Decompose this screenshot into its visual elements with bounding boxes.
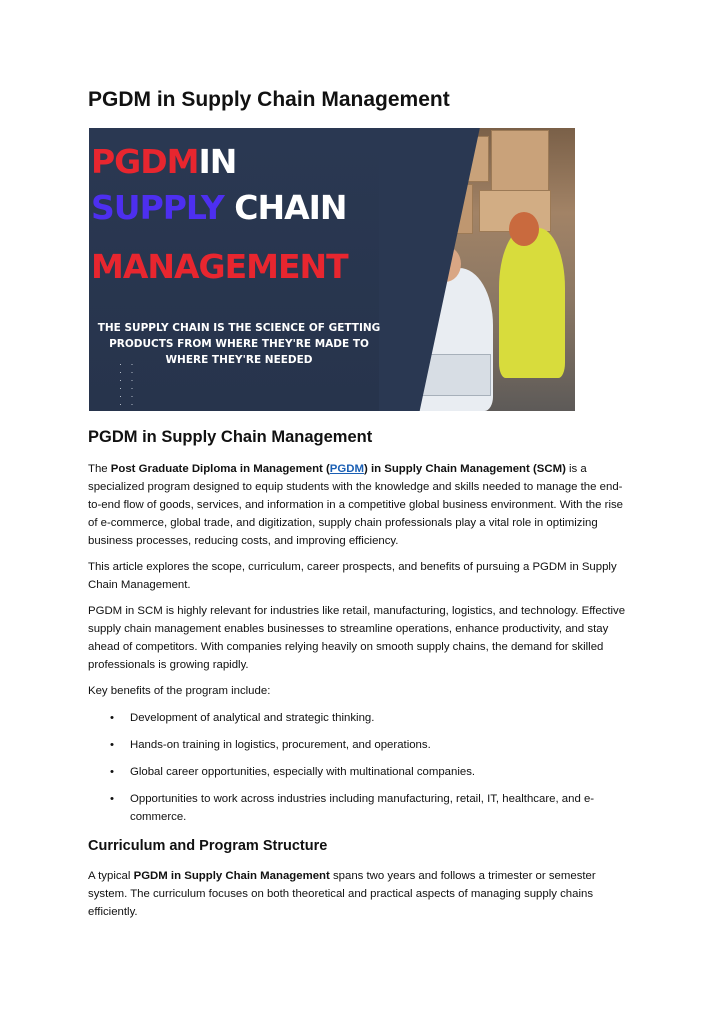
- curriculum-heading: Curriculum and Program Structure: [88, 838, 328, 854]
- curriculum-bold: PGDM in Supply Chain Management: [133, 870, 330, 882]
- banner-word-pgdm: PGDM: [91, 142, 199, 181]
- benefits-intro: Key benefits of the program include:: [88, 685, 271, 697]
- relevance-paragraph: PGDM in SCM is highly relevant for industries like retail, manufacturing, logistics, and technology. Effective supply chain management enables businesses to streamline operations, enhance productivity, and stay ahead of competitors. With companies relying heavily on smooth supply chains, the demand for skilled professionals is growing rapidly.: [88, 605, 626, 671]
- curriculum-paragraph: [88, 867, 633, 921]
- intro-paragraph: [88, 460, 633, 550]
- bullet-icon: •: [110, 712, 114, 724]
- page-title: PGDM in Supply Chain Management: [88, 88, 450, 111]
- banner-subtitle-1: THE SUPPLY CHAIN IS THE SCIENCE OF GETTING: [97, 322, 381, 334]
- bullet-icon: •: [110, 793, 114, 805]
- intro-text-start: The: [88, 463, 111, 475]
- curriculum-text-start: A typical: [88, 870, 134, 882]
- list-item-text: Global career opportunities, especially with multinational companies.: [130, 766, 476, 778]
- banner-word-in: IN: [198, 142, 237, 181]
- bullet-icon: •: [110, 766, 114, 778]
- banner-word-supply: SUPPLY: [91, 188, 224, 227]
- decorative-dots: · · · · · · · · · · · ·: [119, 359, 137, 409]
- intro-text-rest: is a specialized program designed to equip students with the knowledge and skills needed to manage the end-to-end flow of goods, services, and information in a competitive global business environment. With the rise of e-commerce, global trade, and digitization, supply chain professionals play a vital role in optimizing business processes, reducing costs, and improving efficiency.: [88, 463, 623, 547]
- intro-bold-1: Post Graduate Diploma in Management (: [110, 463, 330, 475]
- worker-woman: [499, 228, 565, 378]
- banner-line-2: [91, 188, 347, 227]
- list-item-text: Development of analytical and strategic thinking.: [130, 712, 375, 724]
- banner-word-chain: CHAIN: [234, 188, 347, 227]
- article-scope-paragraph: This article explores the scope, curriculum, career prospects, and benefits of pursuing a PGDM in Supply Chain Management.: [88, 561, 617, 591]
- banner-image: [89, 128, 575, 411]
- banner-line-1: [91, 142, 237, 181]
- section-heading: PGDM in Supply Chain Management: [88, 428, 373, 446]
- worker-woman-head: [509, 212, 539, 246]
- banner-subtitle-3: WHERE THEY'RE NEEDED: [165, 354, 313, 366]
- list-item-text: Hands-on training in logistics, procurement, and operations.: [130, 739, 431, 751]
- pgdm-link[interactable]: PGDM: [329, 463, 364, 475]
- list-item-text: Opportunities to work across industries including manufacturing, retail, IT, healthcare, and e-commerce.: [130, 793, 595, 823]
- intro-bold-2: ) in Supply Chain Management (SCM): [363, 463, 566, 475]
- banner-word-management: MANAGEMENT: [91, 247, 348, 286]
- banner-line-3: [91, 247, 348, 286]
- cardboard-box: [491, 130, 549, 192]
- bullet-icon: •: [110, 739, 114, 751]
- curriculum-text-rest: spans two years and follows a trimester or semester system. The curriculum focuses on both theoretical and practical aspects of managing supply chains efficiently.: [88, 870, 596, 918]
- banner-subtitle-2: PRODUCTS FROM WHERE THEY'RE MADE TO: [109, 338, 369, 350]
